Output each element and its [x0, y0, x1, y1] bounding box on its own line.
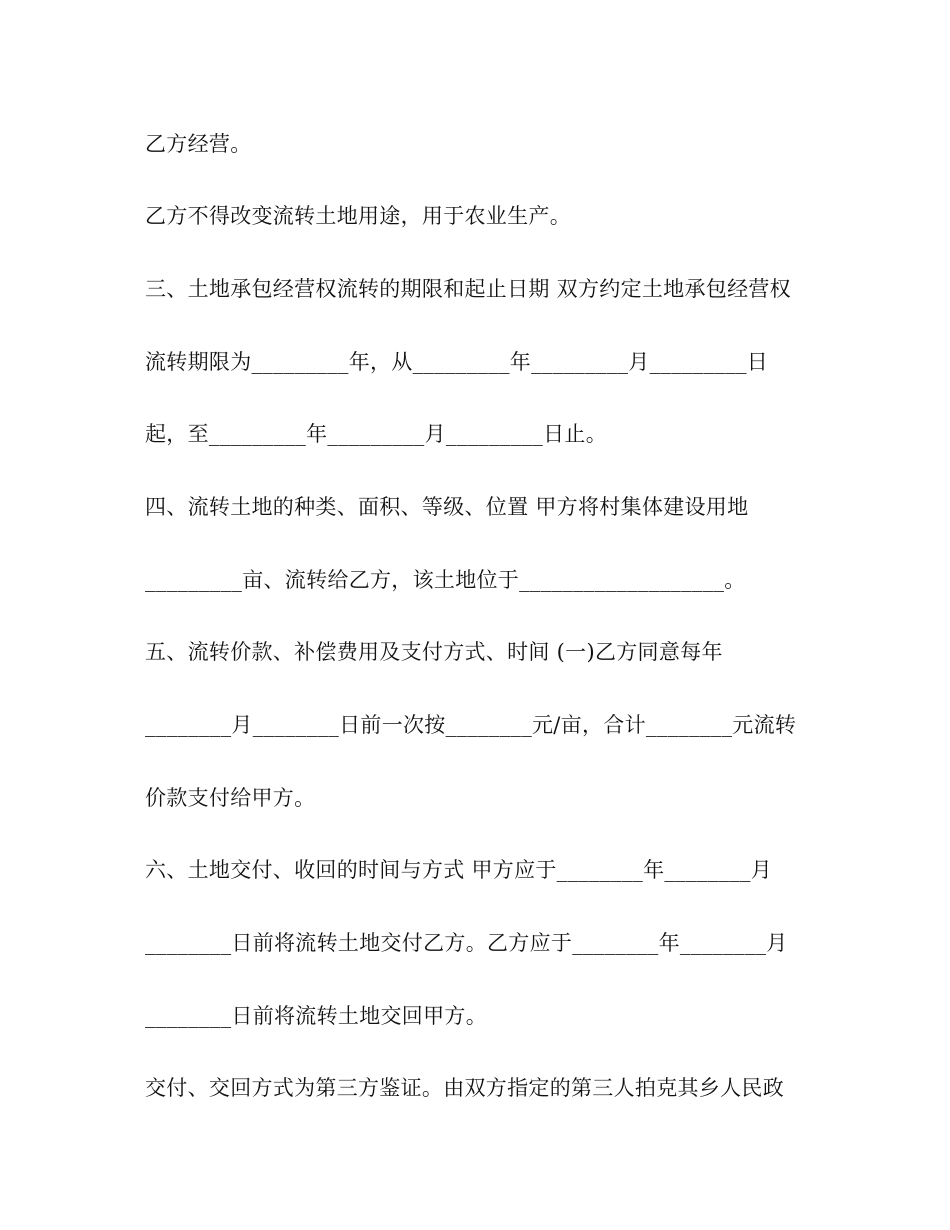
text-line: 交付、交回方式为第三方鉴证。由双方指定的第三人拍克其乡人民政 [145, 1076, 784, 1100]
text-line: ________月________日前一次按________元/亩，合计________元流转 [145, 713, 797, 737]
text-line: 流转期限为_________年，从_________年_________月_________日 [145, 350, 769, 374]
text-line: 起，至_________年_________月_________日止。 [145, 422, 607, 446]
section-heading-6: 六、土地交付、收回的时间与方式 甲方应于________年________月 [145, 858, 773, 882]
text-line: 价款支付给甲方。 [145, 786, 316, 810]
text-line: ________日前将流转土地交付乙方。乙方应于________年________月 [145, 931, 788, 955]
text-line: ________日前将流转土地交回甲方。 [145, 1004, 487, 1028]
text-line: 乙方经营。 [145, 132, 252, 156]
section-heading-3: 三、土地承包经营权流转的期限和起止日期 双方约定土地承包经营权 [145, 277, 791, 301]
text-line: _________亩、流转给乙方，该土地位于___________________。 [145, 568, 746, 592]
text-line: 乙方不得改变流转土地用途，用于农业生产。 [145, 204, 571, 228]
section-heading-5: 五、流转价款、补偿费用及支付方式、时间 (一)乙方同意每年 [145, 640, 723, 664]
section-heading-4: 四、流转土地的种类、面积、等级、位置 甲方将村集体建设用地 [145, 495, 749, 519]
